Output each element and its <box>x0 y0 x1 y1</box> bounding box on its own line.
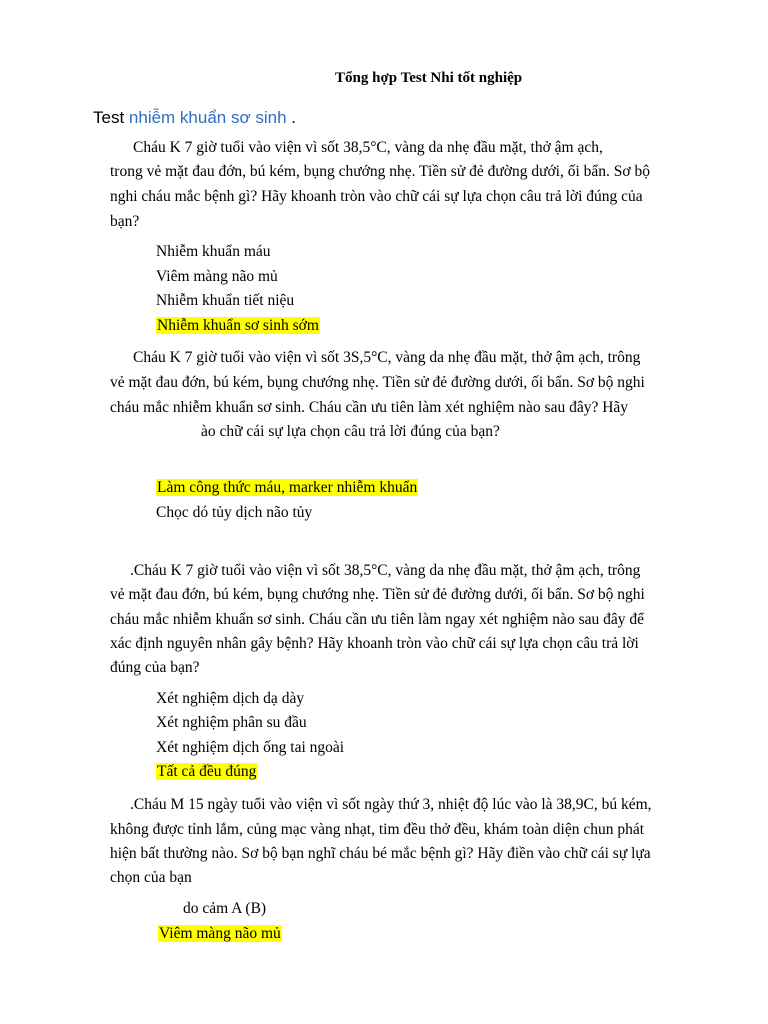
q3-option-4-answer <box>156 762 257 782</box>
q3-line-1: .Cháu K 7 giờ tuổi vào viện vì sốt 38,5°C, vàng da nhẹ đầu mặt, thở ậm ạch, trông <box>130 562 641 579</box>
q1-line-4: bạn? <box>110 213 140 230</box>
answer-highlight: Nhiễm khuẩn sơ sinh sớm <box>157 317 319 334</box>
q2-option-1-answer <box>156 478 418 498</box>
q4-line-1: .Cháu M 15 ngày tuổi vào viện vì sốt ngày thứ 3, nhiệt độ lúc vào là 38,9C, bú kém, <box>130 796 652 813</box>
q4-line-2: không được tỉnh lắm, củng mạc vàng nhạt, tim đều thở đều, khám toàn diện chun phát <box>110 821 645 838</box>
q2-line-2: vẻ mặt đau đớn, bú kém, bụng chướng nhẹ. Tiền sử đẻ đường dưới, ối bẩn. Sơ bộ nghi <box>110 374 645 391</box>
q2-line-3: cháu mắc nhiễm khuẩn sơ sinh. Cháu cần ưu tiên làm xét nghiệm nào sau đây? Hãy <box>110 399 629 416</box>
q1-line-1: Cháu K 7 giờ tuổi vào viện vì sốt 38,5°C, vàng da nhẹ đầu mặt, thở ậm ạch, <box>133 139 603 156</box>
q4-option-1: do cảm A (B) <box>183 900 267 917</box>
q4-option-2-answer <box>158 924 282 944</box>
q3-line-2: vẻ mặt đau đớn, bú kém, bụng chướng nhẹ. Tiền sử đẻ đường dưới, ối bẩn. Sơ bộ nghi <box>110 586 645 603</box>
q1-option-3: Nhiễm khuẩn tiết niệu <box>156 292 295 309</box>
q1-option-1: Nhiễm khuẩn máu <box>156 243 271 260</box>
q1-line-3: nghi cháu mắc bệnh gì? Hãy khoanh tròn vào chữ cái sự lựa chọn câu trả lời đúng của <box>110 188 643 205</box>
answer-highlight: Viêm màng não mủ <box>159 925 281 942</box>
section-heading <box>93 108 296 128</box>
page-title: Tổng hợp Test Nhi tốt nghiệp <box>335 70 523 86</box>
answer-highlight: Tất cả đều đúng <box>157 763 257 780</box>
q3-option-3: Xét nghiệm dịch ống tai ngoài <box>156 739 345 756</box>
q3-line-3: cháu mắc nhiễm khuẩn sơ sinh. Cháu cần ưu tiên làm ngay xét nghiệm nào sau đây để <box>110 611 644 628</box>
q2-line-4: ào chữ cái sự lựa chọn câu trả lời đúng của bạn? <box>201 423 500 440</box>
q4-line-3: hiện bất thường nào. Sơ bộ bạn nghĩ cháu bé mắc bệnh gì? Hãy điền vào chữ cái sự lựa <box>110 845 651 862</box>
q1-line-2: trong vẻ mặt đau đớn, bú kém, bụng chướng nhẹ. Tiền sử đẻ đường dưới, ối bẩn. Sơ bộ <box>110 163 650 180</box>
q1-option-4-answer <box>156 316 320 336</box>
answer-highlight: Làm công thức máu, marker nhiễm khuẩn <box>157 479 418 496</box>
q3-option-1: Xét nghiệm dịch dạ dày <box>156 690 305 707</box>
heading-prefix: Test <box>93 108 129 127</box>
q1-option-2: Viêm màng não mủ <box>156 268 278 285</box>
q3-option-2: Xét nghiệm phân su đầu <box>156 714 307 731</box>
heading-suffix: . <box>286 108 296 127</box>
q2-line-1: Cháu K 7 giờ tuổi vào viện vì sốt 3S,5°C, vàng da nhẹ đầu mặt, thở ậm ạch, trông <box>133 349 641 366</box>
q4-line-4: chọn của bạn <box>110 869 192 886</box>
q3-line-5: đúng của bạn? <box>110 659 200 676</box>
heading-topic: nhiễm khuẩn sơ sinh <box>128 108 287 127</box>
q2-option-2: Chọc dó tủy dịch não tủy <box>156 504 313 521</box>
q3-line-4: xác định nguyên nhân gây bệnh? Hãy khoanh tròn vào chữ cái sự lựa chọn câu trả lời <box>110 635 639 652</box>
